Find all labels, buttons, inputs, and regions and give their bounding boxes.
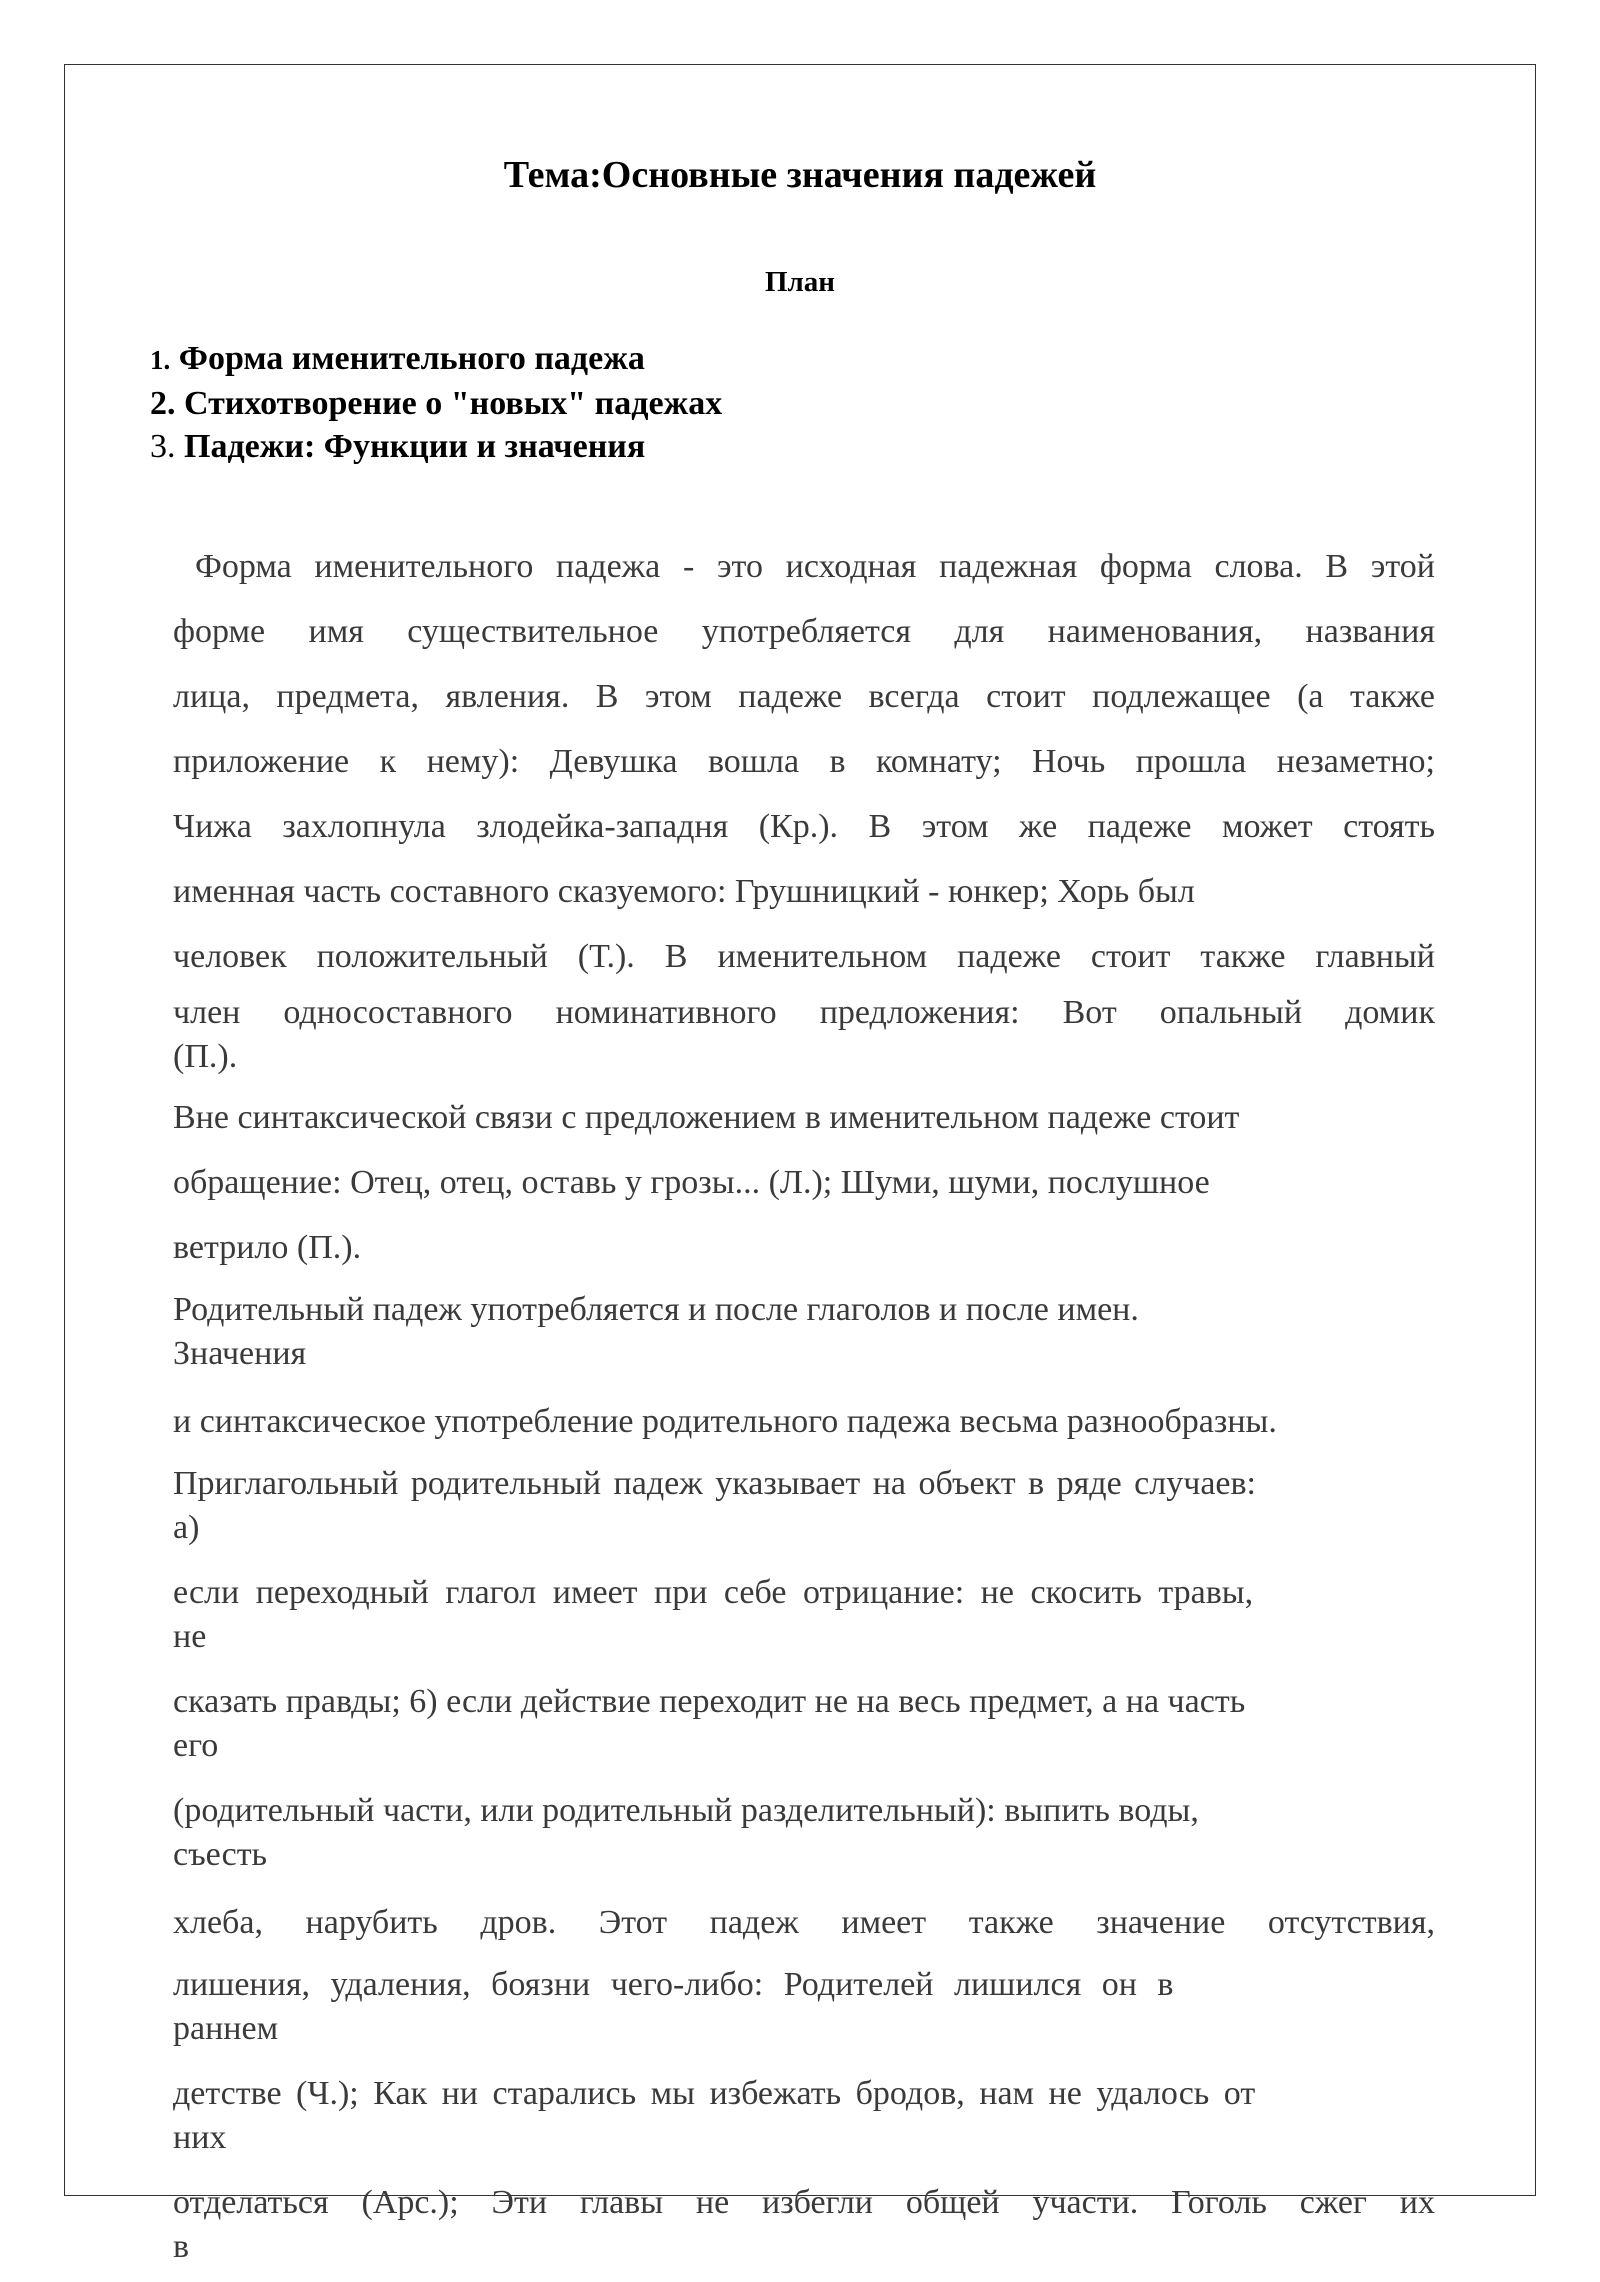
body-wrapped-line (173, 1563, 1435, 1672)
body-line: Вне синтаксической связи с предложением в именительном падеже стоит (173, 1099, 1240, 1136)
body-wrapped-line (173, 1280, 1435, 1389)
body-wrapped-line (173, 1955, 1435, 2064)
plan-item-label: Падежи: Функции и значения (184, 428, 646, 465)
body-line: лишения, удаления, боязни чего-либо: Родителей лишился он в (173, 1966, 1174, 2003)
body-wrapped-line (173, 989, 1435, 1085)
body-line: Форма именительного падежа - это исходная падежная форма слова. В этой (195, 548, 1435, 585)
plan-item-number: 3. (150, 428, 176, 465)
body-line: человек положительный (Т.). В именительном падеже стоит также главный (173, 938, 1435, 975)
body-line-tail: съесть (173, 1836, 268, 1873)
body-line: хлеба, нарубить дров. Этот падеж имеет также значение отсутствия, (173, 1904, 1435, 1941)
body-line: и синтаксическое употребление родительного падежа весьма разнообразны. (173, 1403, 1277, 1440)
body-line-tail: его (173, 1727, 219, 1764)
body-line: обращение: Отец, отец, оставь у грозы... (Л.); Шуми, шуми, послушное (173, 1164, 1210, 1201)
plan-item (150, 425, 1450, 468)
plan-list (150, 337, 1450, 468)
body-line-tail: раннем (173, 2010, 279, 2047)
body-wrapped-line (173, 1672, 1435, 1781)
body-wrapped-line (173, 1454, 1435, 1563)
body-line: приложение к нему): Девушка вошла в комнату; Ночь прошла незаметно; (173, 743, 1435, 780)
body-line: если переходный глагол имеет при себе отрицание: не скосить травы, (173, 1574, 1254, 1611)
body-line-tail: не (173, 1618, 207, 1655)
plan-item-number: 1. (150, 345, 171, 375)
body-line: отделаться (Арс.); Эти главы не избегли общей участи. Гоголь сжег их (173, 2184, 1435, 2221)
body-line: детстве (Ч.); Как ни старались мы избежать бродов, нам не удалось от (173, 2075, 1256, 2112)
body-line: именная часть составного сказуемого: Грушницкий - юнкер; Хорь был (173, 873, 1195, 910)
body-line: Родительный падеж употребляется и после глаголов и после имен. (173, 1291, 1139, 1328)
body-line: лица, предмета, явления. В этом падеже всегда стоит подлежащее (а также (173, 678, 1435, 715)
plan-item (150, 337, 1450, 382)
body-line: форме имя существительное употребляется для наименования, названия (173, 613, 1435, 650)
plan-heading: План (764, 266, 836, 298)
body-line-tail: в (173, 2228, 190, 2265)
body-line: член односоставного номинативного предложения: Вот опальный домик (173, 994, 1435, 1031)
body-line: сказать правды; 6) если действие переходит не на весь предмет, а на часть (173, 1683, 1246, 1720)
body-wrapped-line (173, 1781, 1435, 1890)
plan-item (150, 382, 1450, 425)
body-text (173, 534, 1435, 2282)
body-wrapped-line (173, 2064, 1435, 2173)
body-wrapped-line (173, 2173, 1435, 2282)
body-line-tail: (П.). (173, 1038, 238, 1075)
body-line-tail: Значения (173, 1335, 307, 1372)
body-line: Приглагольный родительный падеж указывает на объект в ряде случаев: (173, 1465, 1256, 1502)
body-line: (родительный части, или родительный разделительный): выпить воды, (173, 1792, 1199, 1829)
plan-item-label: Стихотворение о "новых" падежах (184, 385, 723, 422)
plan-item-number: 2. (150, 385, 176, 422)
plan-item-label: Форма именительного падежа (178, 340, 645, 377)
body-line-tail: них (173, 2119, 227, 2156)
document-title: Тема:Основные значения падежей (503, 154, 1097, 196)
body-line: Чижа захлопнула злодейка-западня (Кр.). В этом же падеже может стоять (173, 808, 1435, 845)
body-line-tail: а) (173, 1509, 200, 1546)
body-line: ветрило (П.). (173, 1229, 362, 1266)
